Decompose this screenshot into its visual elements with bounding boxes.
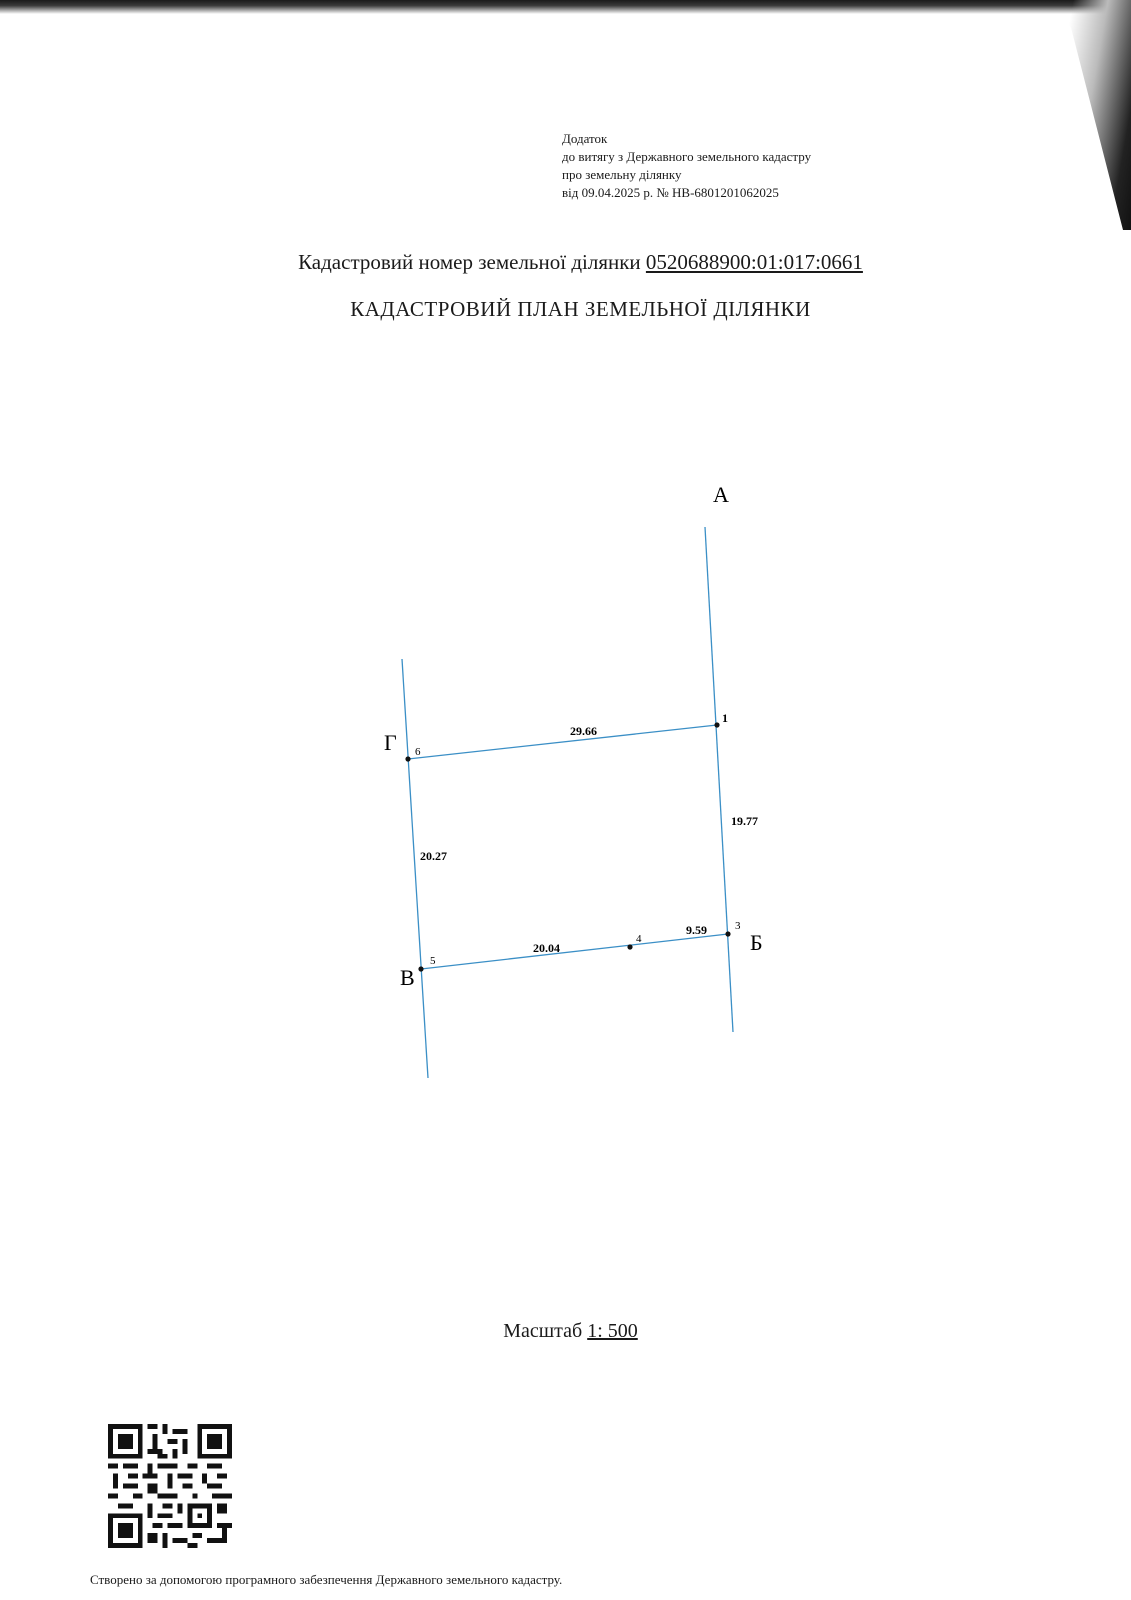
appendix-line-3: про земельну ділянку bbox=[562, 167, 682, 182]
scale-value: 1: 500 bbox=[587, 1320, 638, 1342]
vertex-3 bbox=[725, 931, 730, 936]
qr-code bbox=[108, 1424, 232, 1548]
vertex-1 bbox=[714, 722, 719, 727]
parcel-edge-top bbox=[408, 725, 717, 759]
vertex-6 bbox=[405, 756, 410, 761]
neighbor-line-right bbox=[705, 527, 733, 1032]
vertex-5 bbox=[418, 966, 423, 971]
scale-caption bbox=[0, 1320, 1131, 1343]
length-bottom-right: 9.59 bbox=[686, 923, 707, 937]
point-number-6: 6 bbox=[415, 746, 421, 758]
point-number-5: 5 bbox=[430, 955, 436, 967]
point-number-3: 3 bbox=[735, 920, 741, 932]
appendix-line-1: Додаток bbox=[562, 131, 608, 146]
cadastral-number-label: Кадастровий номер земельної ділянки bbox=[298, 250, 641, 274]
neighbor-label-g: Г bbox=[384, 730, 397, 755]
neighbor-line-left bbox=[402, 659, 428, 1078]
point-number-1: 1 bbox=[722, 711, 728, 725]
length-left: 20.27 bbox=[420, 849, 447, 863]
point-number-4: 4 bbox=[636, 933, 642, 945]
cadastral-number-value: 0520688900:01:017:0661 bbox=[645, 250, 863, 274]
appendix-line-2: до витягу з Державного земельного кадастру bbox=[562, 149, 812, 164]
vertex-4 bbox=[627, 944, 632, 949]
neighbor-label-a: А bbox=[713, 482, 729, 507]
length-right: 19.77 bbox=[731, 814, 758, 828]
neighbor-label-b: Б bbox=[750, 930, 763, 955]
scale-label: Масштаб bbox=[503, 1320, 583, 1342]
neighbor-label-v: В bbox=[400, 965, 415, 990]
footer-note: Створено за допомогою програмного забезпечення Державного земельного кадастру. bbox=[90, 1572, 563, 1587]
plan-title: КАДАСТРОВИЙ ПЛАН ЗЕМЕЛЬНОЇ ДІЛЯНКИ bbox=[350, 297, 811, 321]
length-bottom-left: 20.04 bbox=[533, 941, 560, 955]
length-top: 29.66 bbox=[570, 724, 597, 738]
appendix-line-4: від 09.04.2025 р. № НВ-6801201062025 bbox=[562, 185, 779, 200]
parcel-edge-bottom bbox=[421, 934, 728, 969]
